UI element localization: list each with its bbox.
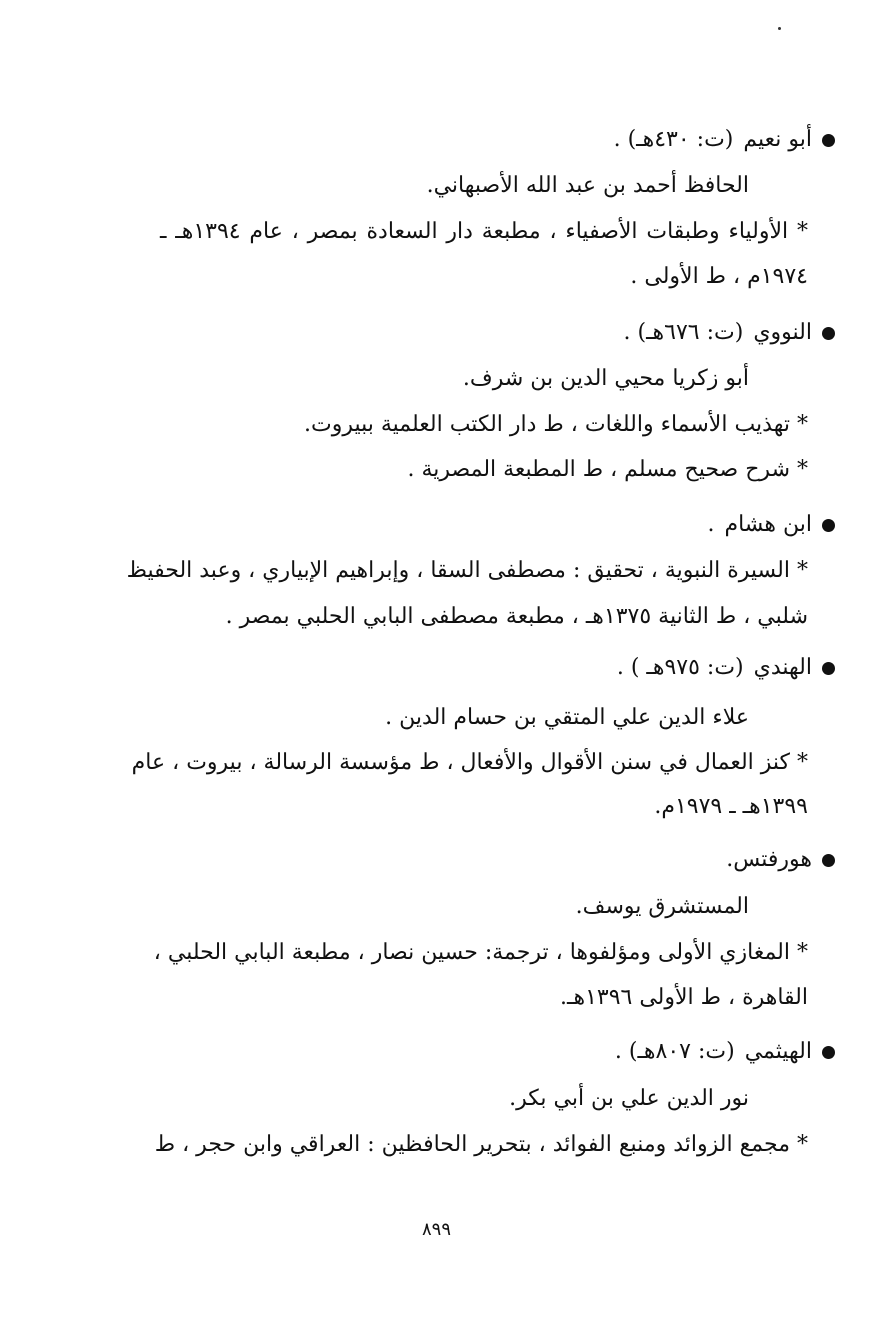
bullet-icon xyxy=(822,1046,835,1059)
author-name: النووي xyxy=(753,320,812,345)
work-line: * تهذيب الأسماء واللغات ، ط دار الكتب العلمية ببيروت. xyxy=(303,412,808,437)
death-date: (ت: ٨٠٧هـ) . xyxy=(614,1039,735,1064)
work-line: * شرح صحيح مسلم ، ط المطبعة المصرية . xyxy=(407,457,808,482)
entry-header xyxy=(624,318,835,348)
bullet-icon xyxy=(822,327,835,340)
author-name: الهندي xyxy=(753,655,812,680)
work-line: * المغازي الأولى ومؤلفوها ، ترجمة: حسين نصار ، مطبعة البابي الحلبي ، xyxy=(153,940,808,965)
death-date: . xyxy=(707,512,715,537)
entry-header xyxy=(615,1037,835,1067)
work-line: * كنز العمال في سنن الأقوال والأفعال ، ط مؤسسة الرسالة ، بيروت ، عام xyxy=(131,750,808,775)
author-full-name: الحافظ أحمد بن عبد الله الأصبهاني. xyxy=(426,173,749,198)
work-line-continued: شلبي ، ط الثانية ١٣٧٥هـ ، مطبعة مصطفى البابي الحلبي بمصر . xyxy=(225,604,808,629)
work-line: * مجمع الزوائد ومنبع الفوائد ، بتحرير الحافظين : العراقي وابن حجر ، ط xyxy=(154,1132,808,1157)
page-number: ٨٩٩ xyxy=(421,1219,451,1240)
author-name: أبو نعيم xyxy=(743,127,812,152)
work-line-continued: القاهرة ، ط الأولى ١٣٩٦هـ. xyxy=(560,985,808,1010)
death-date: (ت: ٦٧٦هـ) . xyxy=(623,320,744,345)
death-date: (ت: ٩٧٥هـ ) . xyxy=(616,655,744,680)
author-full-name: نور الدين علي بن أبي بكر. xyxy=(509,1086,749,1111)
entry-header xyxy=(617,653,835,683)
author-full-name: علاء الدين علي المتقي بن حسام الدين . xyxy=(385,705,749,730)
entry-header xyxy=(726,845,835,875)
bullet-icon xyxy=(822,662,835,675)
entry-header xyxy=(614,125,835,155)
author-full-name: المستشرق يوسف. xyxy=(575,894,749,919)
bullet-icon xyxy=(822,519,835,532)
work-line: * الأولياء وطبقات الأصفياء ، مطبعة دار السعادة بمصر ، عام ١٣٩٤هـ ـ xyxy=(160,219,808,244)
bullet-icon xyxy=(822,854,835,867)
work-line-continued: ١٣٩٩هـ ـ ١٩٧٩م. xyxy=(654,794,808,819)
work-line: * السيرة النبوية ، تحقيق : مصطفى السقا ، وإبراهيم الإبياري ، وعبد الحفيظ xyxy=(126,558,808,583)
work-line-continued: ١٩٧٤م ، ط الأولى . xyxy=(630,264,808,289)
author-name: الهيثمي xyxy=(744,1039,812,1064)
author-name: ابن هشام xyxy=(724,512,812,537)
scan-speck xyxy=(778,27,781,30)
author-full-name: أبو زكريا محيي الدين بن شرف. xyxy=(462,366,749,391)
bullet-icon xyxy=(822,134,835,147)
entry-header xyxy=(707,510,835,540)
death-date: (ت: ٤٣٠هـ) . xyxy=(613,127,734,152)
author-name: هورفتس. xyxy=(726,847,812,872)
